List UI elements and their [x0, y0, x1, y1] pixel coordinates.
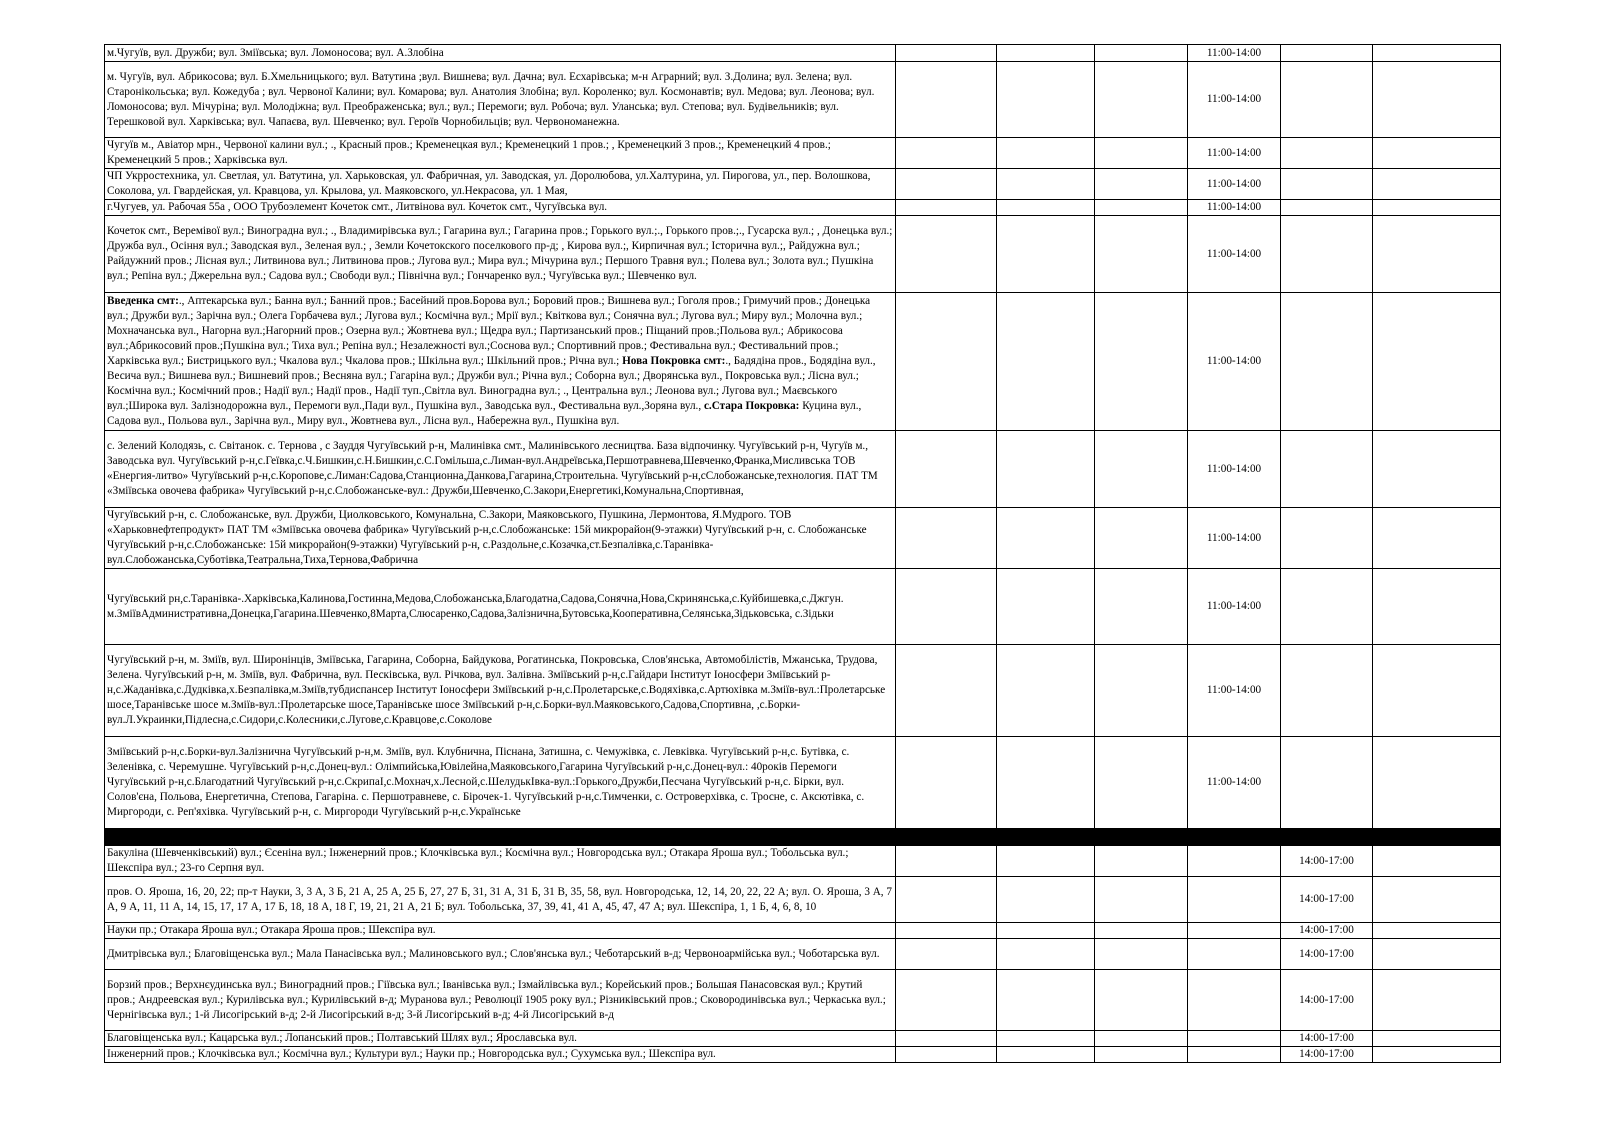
- address-cell: Дмитрівська вул.; Благовіщенська вул.; Мала Панасівська вул.; Малиновського вул.; Слов'янська вул.; Чеботарський в-д; Червоноармійська вул.; Чоботарська вул.: [105, 939, 896, 970]
- empty-cell: [896, 62, 997, 138]
- time-cell-morning: 11:00-14:00: [1188, 508, 1281, 569]
- empty-cell: [997, 169, 1095, 200]
- empty-cell: [997, 877, 1095, 923]
- table-row: [105, 877, 1501, 923]
- empty-cell: [997, 431, 1095, 508]
- empty-cell: [896, 923, 997, 939]
- empty-cell: [1373, 645, 1501, 737]
- empty-cell: [1095, 45, 1188, 62]
- empty-cell: [896, 169, 997, 200]
- empty-cell: [1373, 846, 1501, 877]
- time-cell-afternoon: [1281, 431, 1373, 508]
- table-row: [105, 62, 1501, 138]
- empty-cell: [1373, 62, 1501, 138]
- time-cell-morning: 11:00-14:00: [1188, 645, 1281, 737]
- empty-cell: [896, 431, 997, 508]
- empty-cell: [997, 939, 1095, 970]
- address-cell: [105, 293, 896, 431]
- table-row: [105, 939, 1501, 970]
- table-row: [105, 431, 1501, 508]
- empty-cell: [896, 569, 997, 645]
- address-cell: м. Чугуїв, вул. Абрикосова; вул. Б.Хмельницького; вул. Ватутина ;вул. Вишнева; вул. Дачна; вул. Есхарівська; м-н Аграрний; вул. З.Долина; вул. Зелена; вул. Старонікольська; вул. Кожедуба ; вул. Червоної Калини; вул. Комарова; вул. Анатолия Злобіна; вул. Короленко; вул. Космонавтів; вул. Медова; вул. Леонова; вул. Ломоносова; вул. Мічуріна; вул. Молодіжна; вул. Преображенська; вул.; вул.; Перемоги; вул. Робоча; вул. Уланська; вул. Степова; вул. Будівельників; вул. Терешковой вул. Харківська; вул. Чапаєва, вул. Шевченко; вул. Героїв Чорнобильців; вул. Червономанежна.: [105, 62, 896, 138]
- empty-cell: [1095, 970, 1188, 1031]
- empty-cell: [1373, 138, 1501, 169]
- table-row: [105, 169, 1501, 200]
- empty-cell: [1095, 200, 1188, 216]
- time-cell-afternoon: [1281, 569, 1373, 645]
- empty-cell: [896, 45, 997, 62]
- time-cell-afternoon: [1281, 737, 1373, 829]
- address-cell: Чугуївський р-н, м. Зміїв, вул. Широнінців, Зміївська, Гагарина, Соборна, Байдукова, Рогатинська, Покровська, Слов'янська, Автомобілістів, Мжанська, Трудова, Зелена. Чугуївський р-н, м. Зміїв, вул. Фабрична, вул. Песківська, вул. Річкова, вул. Залівна. Зміївський р-н,с.Гайдари Інститут Іоносфери Зміївський р-н,с.Жаданівка,с.Дудківка,х.Безпалівка,м.Зміїв,тубдиспансер Інститут Іоносфери Зміївський р-н,с.Пролетарське,с.Водяхівка,с.Артюхівка м.Зміїв-вул.:Пролетарське шосе,Таранівське шосе м.Зміїв-вул.:Пролетарське шосе,Таранівське шосе Зміївський р-н,с.Борки-вул.Маяковського,Садова,Спортивна, ,с.Борки-вул.Л.Украинки,Підлесна,с.Сидори,с.Колесники,с.Лугове,с.Кравцове,с.Соколове: [105, 645, 896, 737]
- empty-cell: [896, 645, 997, 737]
- time-cell-afternoon: [1281, 169, 1373, 200]
- locality-name: Введенка смт:: [107, 295, 179, 307]
- empty-cell: [997, 569, 1095, 645]
- address-cell: Борзий пров.; Верхнєудинська вул.; Виноградний пров.; Гіївська вул.; Іванівська вул.; Ізмайлівська вул.; Корейський пров.; Большая Панасовская вул.; Крутий пров.; Андреевская вул.; Курилівська вул.; Курилівський в-д; Муранова вул.; Революції 1905 року вул.; Різниківський пров.; Сковородинівська вул.; Черкаська вул.; Чернігівська вул.; 1-й Лисогірський в-д; 2-й Лисогірський в-д; 3-й Лисогірський в-д; 4-й Лисогірський в-д: [105, 970, 896, 1031]
- table-row: [105, 645, 1501, 737]
- empty-cell: [1373, 923, 1501, 939]
- time-cell-afternoon: 14:00-17:00: [1281, 1047, 1373, 1063]
- empty-cell: [896, 216, 997, 293]
- empty-cell: [1373, 970, 1501, 1031]
- table-row: [105, 216, 1501, 293]
- empty-cell: [997, 970, 1095, 1031]
- address-cell: Чугуївський р-н, с. Слобожанське, вул. Дружби, Циолковського, Комунальна, С.Закори, Маяковського, Пушкина, Лермонтова, Я.Мудрого. ТОВ «Харьковнефтепродукт» ПАТ ТМ «Зміївська овочева фабрика» Чугуївський р-н,с.Слобожанське: 15й микрорайон(9-этажки) Чугуївський р-н, с. Слобожанське Чугуївський р-н,с.Слобожанське: 15й микрорайон(9-этажки) Чугуївський р-н, с.Раздольне,с.Козачка,ст.Безпалівка,с.Таранівка-вул.Слобожанська,Суботівка,Театральна,Тиха,Тернова,Фабрична: [105, 508, 896, 569]
- empty-cell: [1095, 737, 1188, 829]
- empty-cell: [896, 1031, 997, 1047]
- address-cell: Кочеток смт., Веремівої вул.; Виноградна вул.; ., Владимирівська вул.; Гагарина вул.; Гагарина пров.; Горького вул.;., Горького пров.;., Гусарска вул.; , Донецька вул.; Дружба вул., Осіння вул.; Заводская вул., Зеленая вул.; , Земли Кочетокского поселкового пр-д; , Кирова вул.;, Кирпичная вул.; Історична вул.;, Райдужна вул.; Райдужний пров.; Лісная вул.; Литвинова вул.; Литвинова пров.; Лугова вул.; Мира вул.; Мічурина вул.; Першого Травня вул.; Полева вул.; Золота вул.; Пушкіна вул.; Репіна вул.; Джерельна вул.; Садова вул.; Свободи вул.; Північна вул.; Гончаренко вул.; Чугуївська вул.; Шевченко вул.: [105, 216, 896, 293]
- empty-cell: [997, 138, 1095, 169]
- table-row: [105, 1047, 1501, 1063]
- time-cell-morning: 11:00-14:00: [1188, 138, 1281, 169]
- empty-cell: [1095, 1031, 1188, 1047]
- time-cell-afternoon: [1281, 293, 1373, 431]
- empty-cell: [1373, 508, 1501, 569]
- empty-cell: [1095, 169, 1188, 200]
- time-cell-morning: 11:00-14:00: [1188, 737, 1281, 829]
- address-text: ., Аптекарська вул.; Банна вул.; Банний пров.; Басейний пров.Борова вул.; Боровий пров.; Вишнева вул.; Гоголя пров.; Гримучий пров.; Донецька вул.; Дружби вул.; Зарічна вул.; Олега Горбачева вул.; Лугова вул.; Космічна вул.; Мрії вул.; Квіткова вул.; Сонячна вул.; Лугова вул.; Миру вул.; Молочна вул.; Мохначанська вул., Нагорна вул.;Нагорний пров.; Озерна вул.; Жовтнева вул.; Щедра вул.; Партизанський пров.; Піщаний пров.;Польова вул.; Абрикосова вул.;Абрикосовий пров.;Пушкіна вул.; Тиха вул.; Репіна вул.; Незалежності вул.;Соснова вул.; Спортивний пров.; Фестивальна вул.; Фестивальний пров.; Харківська вул.; Бистрицького вул.; Чкалова вул.; Чкалова пров.; Шкільна вул.; Шкільний пров.; Річна вул.;: [107, 295, 871, 367]
- empty-cell: [997, 293, 1095, 431]
- address-cell: Інженерний пров.; Клочківська вул.; Космічна вул.; Культури вул.; Науки пр.; Новгородська вул.; Сухумська вул.; Шекспіра вул.: [105, 1047, 896, 1063]
- address-cell: Благовіщенська вул.; Кацарська вул.; Лопанський пров.; Полтавський Шлях вул.; Ярославська вул.: [105, 1031, 896, 1047]
- table-row: [105, 138, 1501, 169]
- table-row: [105, 1031, 1501, 1047]
- time-cell-morning: 11:00-14:00: [1188, 293, 1281, 431]
- table-row: [105, 970, 1501, 1031]
- address-cell: Чугуїв м., Авіатор мрн., Червоної калини вул.; ., Красный пров.; Кременецкая вул.; Кременецкий 1 пров.; , Кременецкий 3 пров.;, Кременецкий 4 пров.; Кременецкий 5 пров.; Харківська вул.: [105, 138, 896, 169]
- time-cell-afternoon: 14:00-17:00: [1281, 877, 1373, 923]
- empty-cell: [997, 45, 1095, 62]
- table-row: [105, 508, 1501, 569]
- time-cell-afternoon: 14:00-17:00: [1281, 970, 1373, 1031]
- address-cell: ЧП Укрростехника, ул. Светлая, ул. Ватутина, ул. Харьковская, ул. Фабричная, ул. Заводская, ул. Доролюбова, ул.Халтурина, ул. Пирогова, ул., пер. Волошкова, Соколова, ул. Гвардейская, ул. Кравцова, ул. Крылова, ул. Маяковского, ул.Некрасова, ул. 1 Мая,: [105, 169, 896, 200]
- empty-cell: [997, 1031, 1095, 1047]
- time-cell-afternoon: [1281, 200, 1373, 216]
- empty-cell: [1095, 877, 1188, 923]
- table-row: [105, 293, 1501, 431]
- table-row: [105, 846, 1501, 877]
- empty-cell: [896, 508, 997, 569]
- empty-cell: [896, 737, 997, 829]
- empty-cell: [997, 846, 1095, 877]
- address-cell: м.Чугуїв, вул. Дружби; вул. Зміївська; вул. Ломоносова; вул. А.Злобіна: [105, 45, 896, 62]
- table-row: [105, 45, 1501, 62]
- time-cell-morning: 11:00-14:00: [1188, 431, 1281, 508]
- address-cell: Бакуліна (Шевченківський) вул.; Єсеніна вул.; Інженерний пров.; Клочківська вул.; Космічна вул.; Новгородська вул.; Отакара Яроша вул.; Тобольська вул.; Шекспіра вул.; 23-го Серпня вул.: [105, 846, 896, 877]
- empty-cell: [997, 1047, 1095, 1063]
- empty-cell: [1373, 216, 1501, 293]
- empty-cell: [1373, 939, 1501, 970]
- locality-name: с.Стара Покровка:: [703, 400, 800, 412]
- time-cell-morning: [1188, 970, 1281, 1031]
- locality-name: Нова Покровка смт:: [622, 355, 726, 367]
- empty-cell: [896, 1047, 997, 1063]
- time-cell-afternoon: [1281, 645, 1373, 737]
- time-cell-afternoon: 14:00-17:00: [1281, 923, 1373, 939]
- empty-cell: [896, 939, 997, 970]
- table-row: [105, 923, 1501, 939]
- separator-row: [105, 829, 1501, 846]
- empty-cell: [1095, 508, 1188, 569]
- time-cell-afternoon: [1281, 138, 1373, 169]
- time-cell-afternoon: 14:00-17:00: [1281, 846, 1373, 877]
- empty-cell: [997, 200, 1095, 216]
- empty-cell: [1095, 645, 1188, 737]
- address-cell: Чугуївський рн,с.Таранівка-.Харківська,Калинова,Гостинна,Медова,Слобожанська,Благодатна,Садова,Сонячна,Нова,Скринянська,с.Куйбишевка,с.Джгун. м.ЗміївАдминистративна,Донецка,Гагарина.Шевченко,8Марта,Слюсаренко,Садова,Залізнична,Бутовська,Кооперативна,Селянська,Зідьковська, с.Зідьки: [105, 569, 896, 645]
- time-cell-afternoon: [1281, 62, 1373, 138]
- empty-cell: [1373, 1031, 1501, 1047]
- time-cell-morning: [1188, 1031, 1281, 1047]
- empty-cell: [997, 737, 1095, 829]
- time-cell-morning: [1188, 846, 1281, 877]
- time-cell-morning: 11:00-14:00: [1188, 200, 1281, 216]
- empty-cell: [896, 846, 997, 877]
- address-cell: пров. О. Яроша, 16, 20, 22; пр-т Науки, 3, 3 А, 3 Б, 21 А, 25 А, 25 Б, 27, 27 Б, 31, 31 А, 31 Б, 31 В, 35, 58, вул. Новгородська, 12, 14, 20, 22, 22 А; вул. О. Яроша, 3 А, 7 А, 9 А, 11, 11 А, 14, 15, 17, 17 А, 17 Б, 18, 18 А, 18 Г, 19, 21, 21 А, 21 Б; вул. Тобольська, 37, 39, 41, 41 А, 45, 47, 47 А; вул. Шекспіра, 1, 1 Б, 4, 6, 8, 10: [105, 877, 896, 923]
- time-cell-afternoon: [1281, 45, 1373, 62]
- empty-cell: [896, 138, 997, 169]
- empty-cell: [997, 216, 1095, 293]
- time-cell-afternoon: 14:00-17:00: [1281, 1031, 1373, 1047]
- time-cell-morning: [1188, 1047, 1281, 1063]
- empty-cell: [1373, 200, 1501, 216]
- empty-cell: [997, 62, 1095, 138]
- empty-cell: [1095, 62, 1188, 138]
- empty-cell: [1373, 45, 1501, 62]
- empty-cell: [1373, 877, 1501, 923]
- time-cell-morning: 11:00-14:00: [1188, 569, 1281, 645]
- empty-cell: [1095, 846, 1188, 877]
- table-row: [105, 569, 1501, 645]
- empty-cell: [1095, 939, 1188, 970]
- empty-cell: [896, 200, 997, 216]
- time-cell-morning: 11:00-14:00: [1188, 45, 1281, 62]
- table-row: [105, 200, 1501, 216]
- empty-cell: [1095, 138, 1188, 169]
- address-cell: Науки пр.; Отакара Яроша вул.; Отакара Яроша пров.; Шекспіра вул.: [105, 923, 896, 939]
- schedule-sheet: [104, 44, 1500, 1063]
- black-separator-bar: [105, 829, 1501, 846]
- empty-cell: [997, 645, 1095, 737]
- empty-cell: [1095, 293, 1188, 431]
- time-cell-morning: [1188, 923, 1281, 939]
- outage-schedule-table: [104, 44, 1501, 1063]
- empty-cell: [1373, 1047, 1501, 1063]
- empty-cell: [1095, 1047, 1188, 1063]
- empty-cell: [1373, 737, 1501, 829]
- address-cell: г.Чугуев, ул. Рабочая 55а , ООО Трубоэлемент Кочеток смт., Литвінова вул. Кочеток смт., Чугуївська вул.: [105, 200, 896, 216]
- empty-cell: [896, 877, 997, 923]
- empty-cell: [1373, 569, 1501, 645]
- empty-cell: [1095, 569, 1188, 645]
- time-cell-afternoon: [1281, 216, 1373, 293]
- address-text: Куцина вул., Садова вул., Польова вул., Зарічна вул., Миру вул., Жовтнева вул., Лісна вул., Набережна вул., Пушкіна вул.: [107, 400, 862, 427]
- empty-cell: [1095, 216, 1188, 293]
- empty-cell: [1373, 293, 1501, 431]
- empty-cell: [1373, 431, 1501, 508]
- address-text: ., Бадядіна пров., Бодядіна вул., Весича вул.; Вишнева вул.; Вишневий пров.; Весняна вул.; Гагаріна вул.; Дружби вул.; Річна вул.; Соборна вул.; Дворянська вул., Покровська вул.; Лісна вул.; Космічна вул.; Космічний пров.; Надії вул.; Надії пров., Надії туп.,Світла вул. Виноградна вул.; ., Центральна вул.; Леонова вул.; Лугова вул.; Маєвського вул.;Широка вул. Залізнодорожна вул., Перемоги вул.,Пади вул., Пушкіна вул., Заводська вул., Фестивальна вул.,Зоряна вул.,: [107, 355, 876, 412]
- time-cell-morning: [1188, 939, 1281, 970]
- time-cell-afternoon: 14:00-17:00: [1281, 939, 1373, 970]
- time-cell-morning: 11:00-14:00: [1188, 216, 1281, 293]
- time-cell-morning: 11:00-14:00: [1188, 169, 1281, 200]
- time-cell-morning: 11:00-14:00: [1188, 62, 1281, 138]
- time-cell-afternoon: [1281, 508, 1373, 569]
- empty-cell: [997, 508, 1095, 569]
- address-cell: Зміївський р-н,с.Борки-вул.Залізнична Чугуївський р-н,м. Зміїв, вул. Клубнична, Піснана, Затишна, с. Чемужівка, с. Левківка. Чугуївський р-н,с. Бутівка, с. Зеленівка, с. Черемушне. Чугуївський р-н,с.Донец-вул.: Олімпийська,Ювілейна,Маяковського,Гагарина Чугуївський р-н,с.Донец-вул.: 40років Перемоги Чугуївський р-н,с.Благодатний Чугуївський р-н,с.СкрипаІ,с.Мохнач,х.Лесной,с.ШелудькІвка-вул.:Горького,Дружби,Песчана Чугуївський р-н,с. Бірки, вул. Солов'єна, Польова, Енергетична, Степова, Гагаріна. с. Першотравневе, с. Бірочек-1. Чугуївський р-н,с.Тимченки, с. Островерхівка, с. Тросне, с. Аксютівка, с. Миргороди, с. Реп'яхівка. Чугуївський р-н, с. Миргороди Чугуївський р-н,с.Українське: [105, 737, 896, 829]
- empty-cell: [896, 970, 997, 1031]
- empty-cell: [1373, 169, 1501, 200]
- time-cell-morning: [1188, 877, 1281, 923]
- empty-cell: [1095, 923, 1188, 939]
- empty-cell: [997, 923, 1095, 939]
- empty-cell: [1095, 431, 1188, 508]
- empty-cell: [896, 293, 997, 431]
- address-cell: с. Зелений Колодязь, с. Світанок. с. Тернова , с Зауддя Чугуївський р-н, Малинівка смт., Малинівського лесництва. База відпочинку. Чугуївський р-н, Чугуїв м., Заводська вул. Чугуївський р-н,с.Геївка,с.Ч.Бишкин,с.Н.Бишкин,с.С.Гомільша,с.Лиман-вул.Андреївська,Першотравнева,Шевченко,Франка,Мисливська ТОВ «Енергия-литво» Чугуївський р-н,с.Коропове,с.Лиман:Садова,Станционна,Данкова,Гагарина,Строительна. Чугуївський р-н,сСлобожанське,технология. ПАТ ТМ «Зміївська овочева фабрика» Чугуївський р-н,с.Слобожанське-вул.: Дружби,Шевченко,С.Закори,Енергетикі,Комунальна,Спортивная,: [105, 431, 896, 508]
- table-row: [105, 737, 1501, 829]
